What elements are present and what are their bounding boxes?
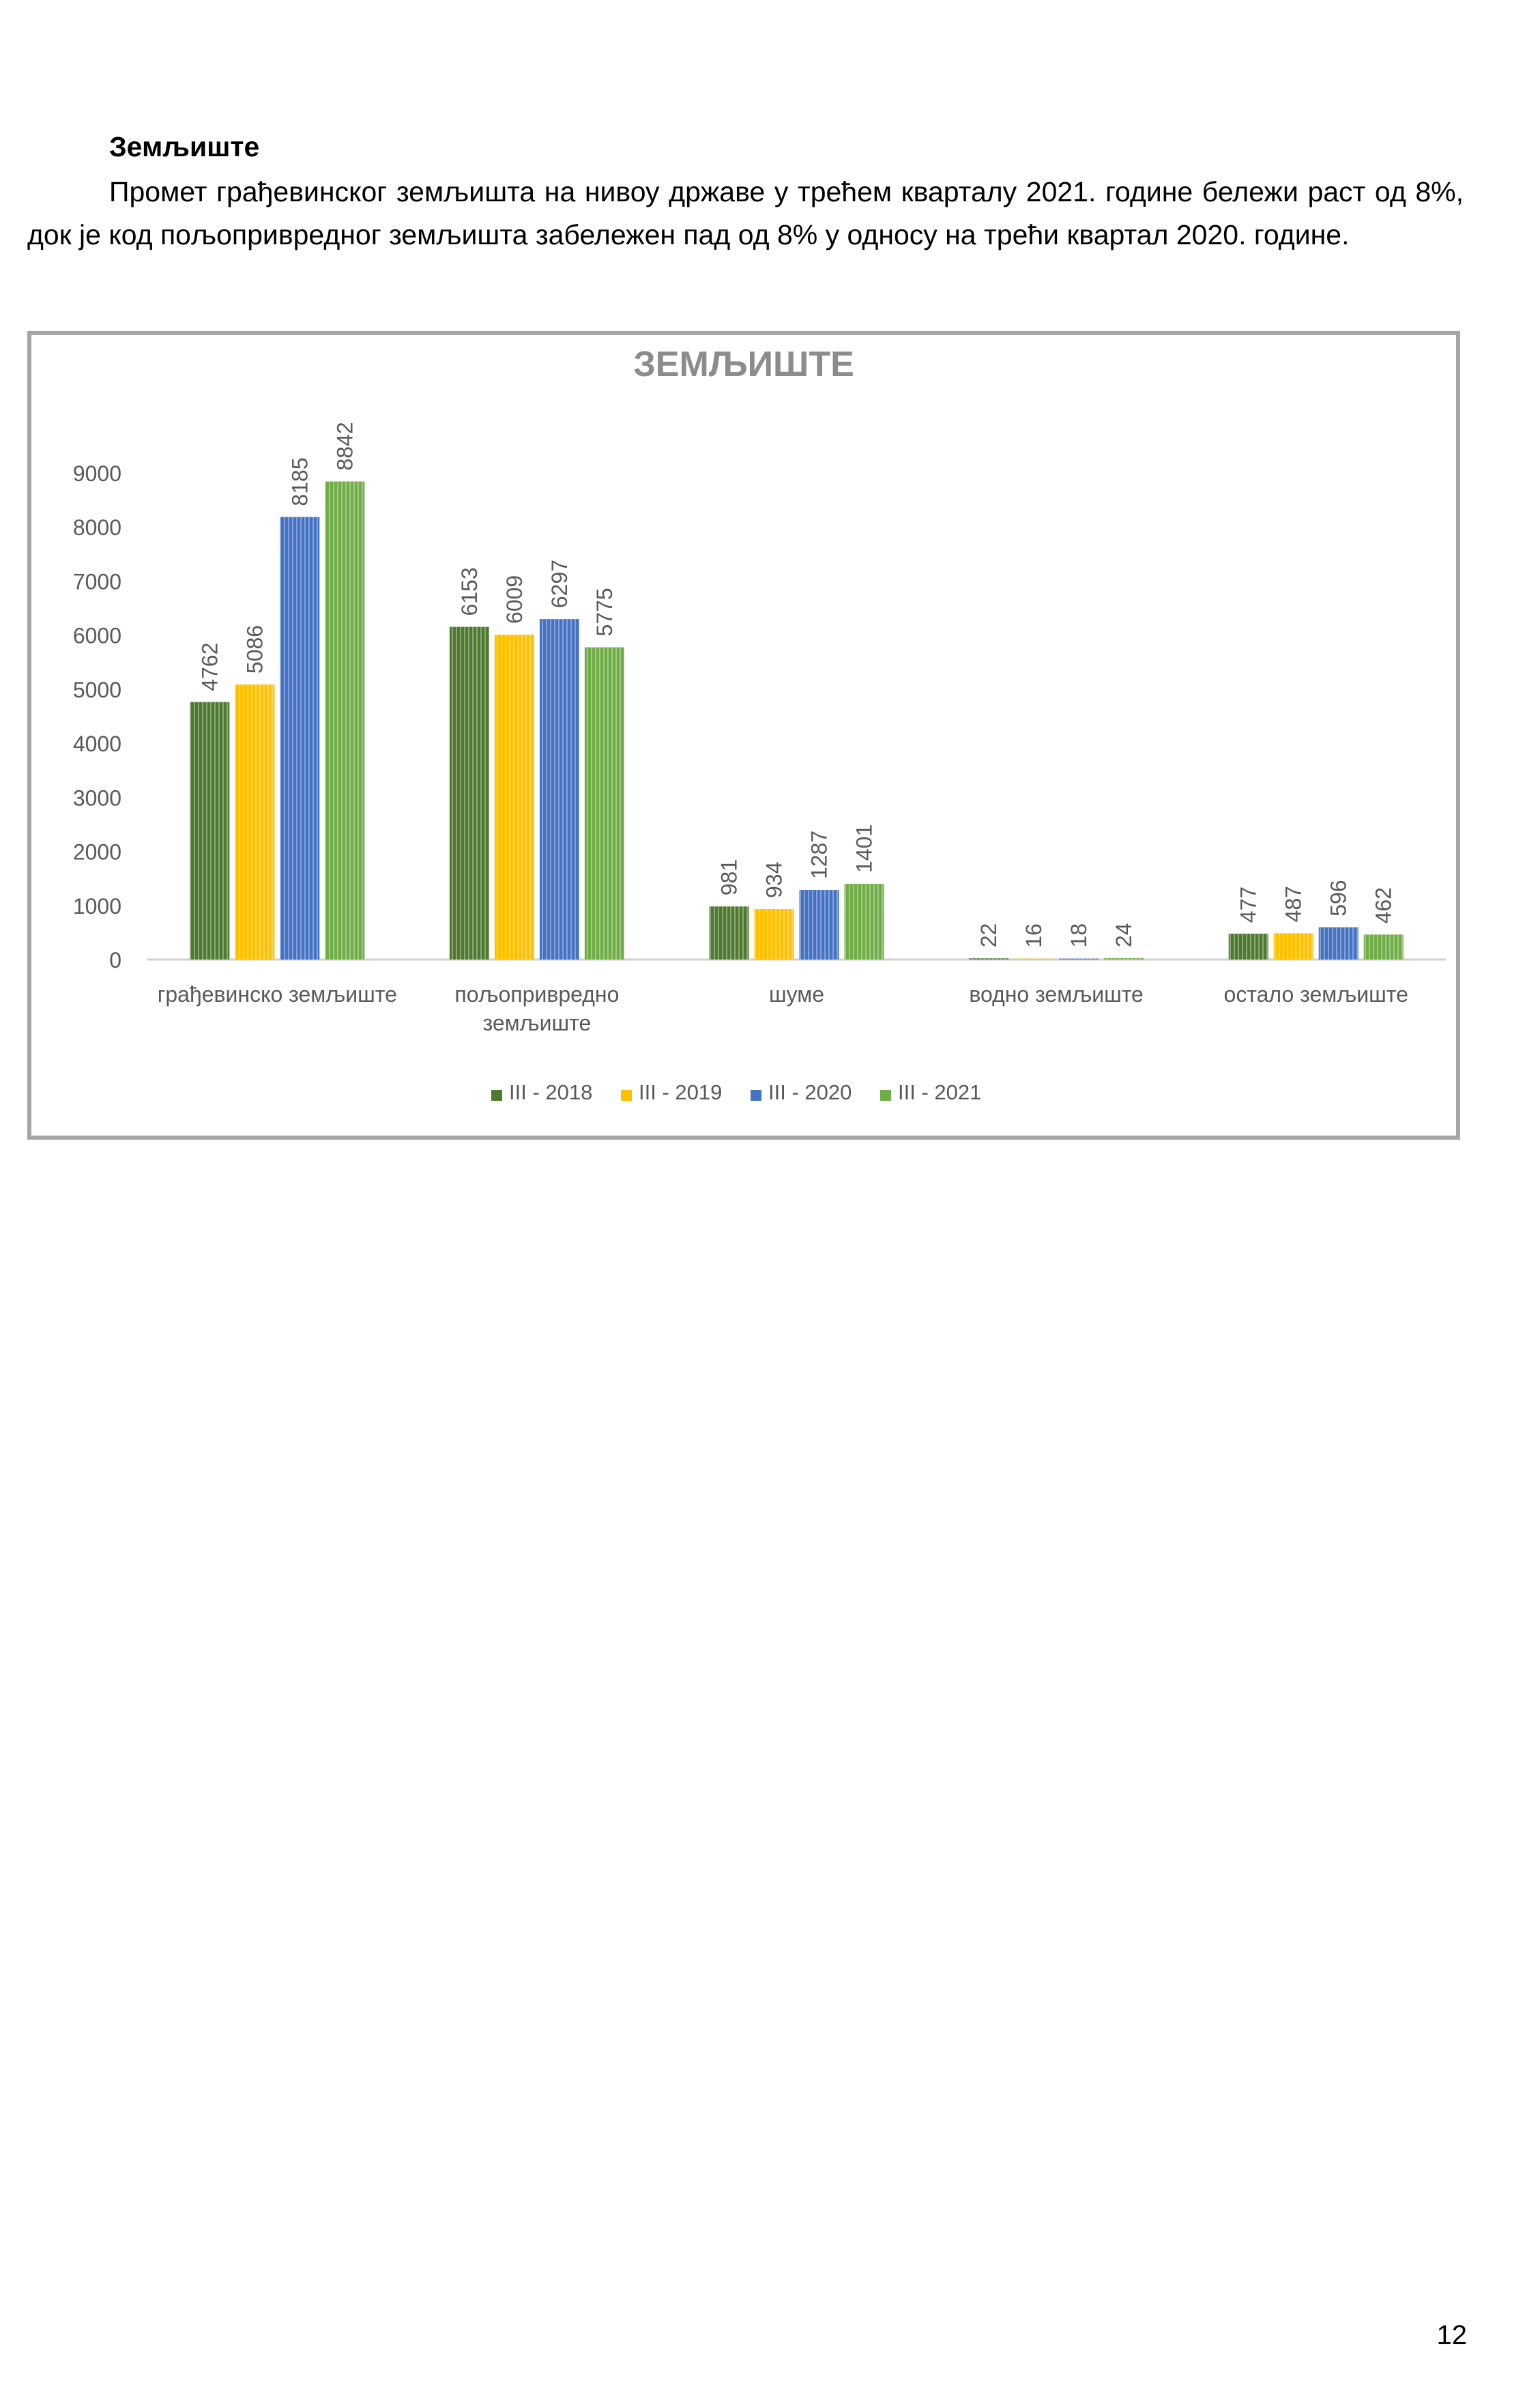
bar-stripes [969,958,1008,960]
y-tick-label: 6000 [72,623,121,648]
bar-stripes [540,619,579,960]
land-chart [31,335,1456,1136]
y-tick-label: 3000 [72,785,121,811]
data-label: 6009 [502,575,527,624]
bar-stripes [280,517,319,960]
bar-stripes [585,647,624,960]
legend-swatch [751,1090,761,1101]
bar-stripes [190,702,229,960]
bar-stripes [1229,934,1268,960]
data-label: 477 [1236,886,1261,923]
bar-stripes [845,884,884,960]
section-heading: Земљиште [109,131,260,162]
category-label: пољопривредно [454,982,620,1007]
bar-stripes [1014,959,1054,960]
data-label: 8185 [287,457,313,506]
bar-stripes [1364,934,1404,960]
bar-stripes [710,906,749,960]
data-label: 981 [716,859,742,896]
y-tick-label: 5000 [72,677,121,702]
y-tick-label: 8000 [72,515,121,540]
bar-stripes [1059,959,1099,960]
category-label: грађевинско земљиште [157,982,397,1007]
bar-stripes [325,482,364,960]
data-label: 16 [1021,923,1047,948]
bar-stripes [1104,958,1144,960]
y-tick-label: 9000 [72,461,121,486]
data-label: 24 [1112,923,1137,948]
legend-label: III - 2018 [509,1080,593,1104]
data-label: 1401 [852,824,877,874]
bar-stripes [1274,933,1313,960]
section-paragraph [27,171,1464,257]
legend-swatch [880,1090,891,1101]
legend-swatch [621,1090,632,1101]
category-label: водно земљиште [969,982,1144,1007]
bar-stripes [450,627,489,960]
y-tick-label: 4000 [72,732,121,757]
data-label: 596 [1326,880,1351,917]
y-tick-label: 7000 [72,569,121,594]
page-number: 12 [1436,2320,1467,2350]
chart-frame [27,331,1460,1140]
legend-label: III - 2019 [639,1080,723,1104]
bar-stripes [1319,927,1359,960]
data-label: 18 [1066,923,1092,948]
category-label: остало земљиште [1223,982,1408,1007]
data-label: 5775 [592,588,617,637]
y-tick-label: 2000 [72,839,121,865]
y-tick-label: 0 [109,948,121,972]
data-label: 4762 [197,642,222,691]
bar-stripes [495,635,534,960]
legend-label: III - 2020 [768,1080,852,1104]
data-label: 487 [1281,886,1306,923]
data-label: 22 [976,923,1002,948]
data-label: 934 [761,861,787,899]
category-label: шуме [768,982,825,1007]
data-label: 5086 [242,624,267,674]
data-label: 1287 [807,830,832,880]
category-label: земљиште [482,1011,592,1035]
data-label: 6297 [547,559,572,609]
y-tick-label: 1000 [72,893,121,919]
data-label: 462 [1371,887,1396,924]
data-label: 8842 [332,422,358,471]
bar-stripes [755,909,794,960]
legend-swatch [491,1090,502,1101]
data-label: 6153 [456,567,482,616]
paragraph-text: Промет грађевинског земљишта на нивоу државе у трећем кварталу 2021. године бележи раст од 8%, док је код пољопривредног земљишта забележен пад од 8% у односу на трећи квартал 2020. године. [27,176,1464,250]
bar-stripes [800,890,839,960]
legend-label: III - 2021 [898,1080,982,1104]
bar-stripes [235,684,274,960]
chart-title: ЗЕМЉИШТЕ [633,345,854,384]
